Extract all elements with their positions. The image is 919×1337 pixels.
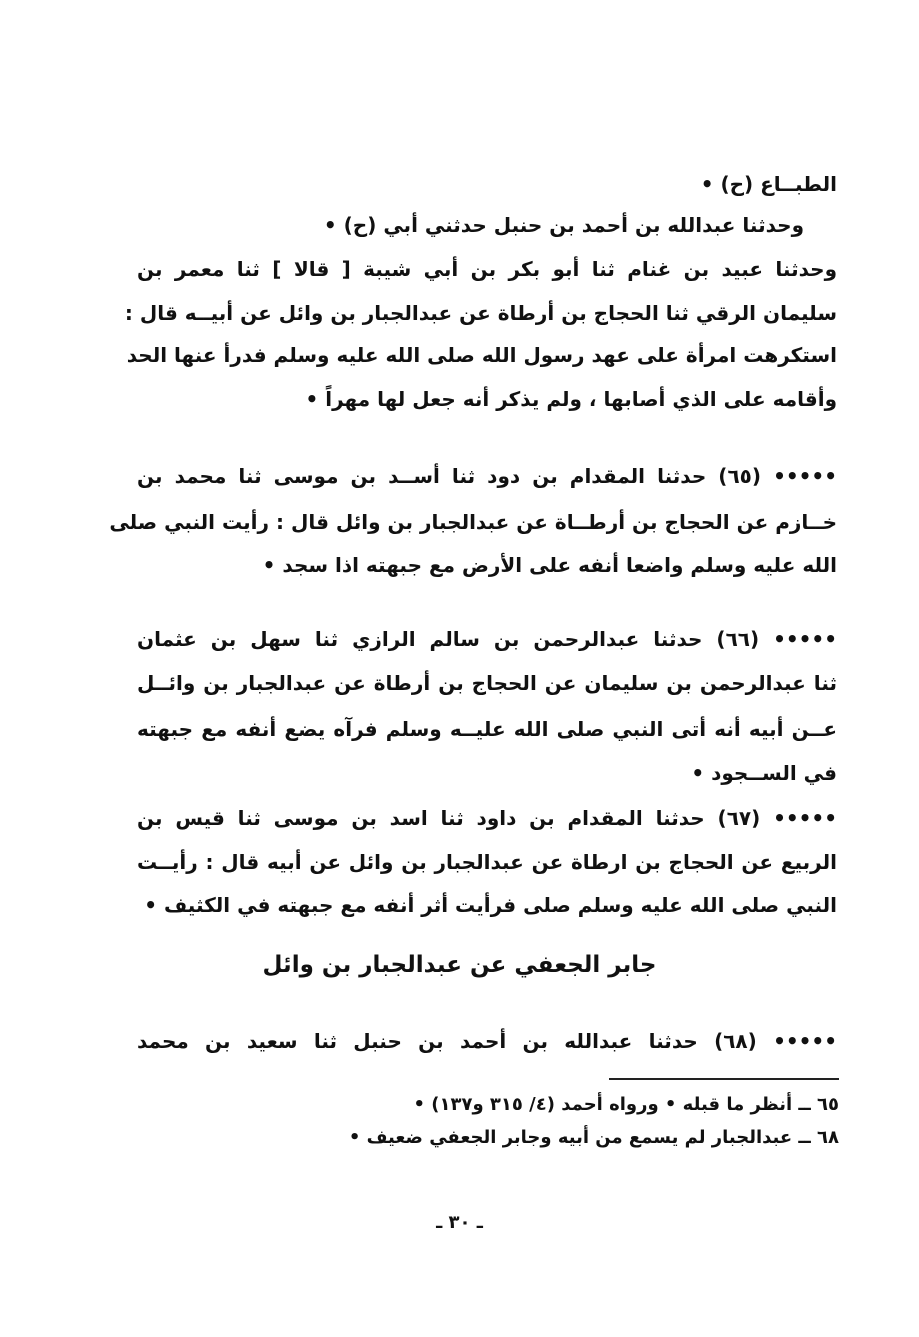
hadith-68-line-1: ••••• (٦٨) حدثنا عبدالله بن أحمد بن حنبل ثنا سعيد بن محمد — [137, 1029, 837, 1053]
hadith-67-line-2: الربيع عن الحجاج بن ارطاة عن عبدالجبار بن وائل عن أبيه قال : رأيــت — [137, 850, 837, 874]
footnote-68: ٦٨ ــ عبدالجبار لم يسمع من أبيه وجابر الجعفي ضعيف • — [348, 1127, 839, 1148]
text-line-6: وأقامه على الذي أصابها ، ولم يذكر أنه جعل لها مهراً • — [305, 387, 837, 411]
hadith-67-line-1: ••••• (٦٧) حدثنا المقدام بن داود ثنا اسد بن موسى ثنا قيس بن — [137, 806, 837, 830]
footnote-65: ٦٥ ــ أنظر ما قبله • ورواه أحمد (٤/ ٣١٥ و١٣٧) • — [413, 1094, 839, 1115]
text-line-3: وحدثنا عبيد بن غنام ثنا أبو بكر بن أبي شيبة [ قالا ] ثنا معمر بن — [137, 257, 837, 281]
text-line-5: استكرهت امرأة على عهد رسول الله صلى الله عليه وسلم فدرأ عنها الحد — [126, 343, 837, 367]
text-line-4: سليمان الرقي ثنا الحجاج بن أرطاة عن عبدالجبار بن وائل عن أبيــه قال : — [124, 301, 837, 325]
hadith-65-line-3: الله عليه وسلم واضعا أنفه على الأرض مع جبهته اذا سجد • — [262, 553, 837, 577]
hadith-66-line-2: ثنا عبدالرحمن بن سليمان عن الحجاج بن أرطاة عن عبدالجبار بن وائــل — [137, 671, 837, 695]
hadith-67-line-3: النبي صلى الله عليه وسلم صلى فرأيت أثر أنفه مع جبهته في الكثيف • — [144, 893, 837, 917]
section-heading: جابر الجعفي عن عبدالجبار بن وائل — [262, 952, 657, 978]
hadith-66-line-3: عــن أبيه أنه أتى النبي صلى الله عليــه وسلم فرآه يضع أنفه مع جبهته — [137, 717, 837, 741]
text-line-2: وحدثنا عبدالله بن أحمد بن حنبل حدثني أبي (ح) • — [323, 213, 804, 237]
footnote-divider — [609, 1078, 839, 1080]
text-line-1: الطبــاع (ح) • — [700, 172, 837, 196]
hadith-66-line-4: في الســجود • — [691, 761, 837, 785]
page-number: ـ ٣٠ ـ — [436, 1212, 483, 1233]
hadith-66-line-1: ••••• (٦٦) حدثنا عبدالرحمن بن سالم الرازي ثنا سهل بن عثمان — [137, 627, 838, 651]
hadith-65-line-2: خــازم عن الحجاج بن أرطــاة عن عبدالجبار بن وائل قال : رأيت النبي صلى — [109, 510, 837, 534]
hadith-65-line-1: ••••• (٦٥) حدثنا المقدام بن دود ثنا أســد بن موسى ثنا محمد بن — [137, 464, 837, 488]
